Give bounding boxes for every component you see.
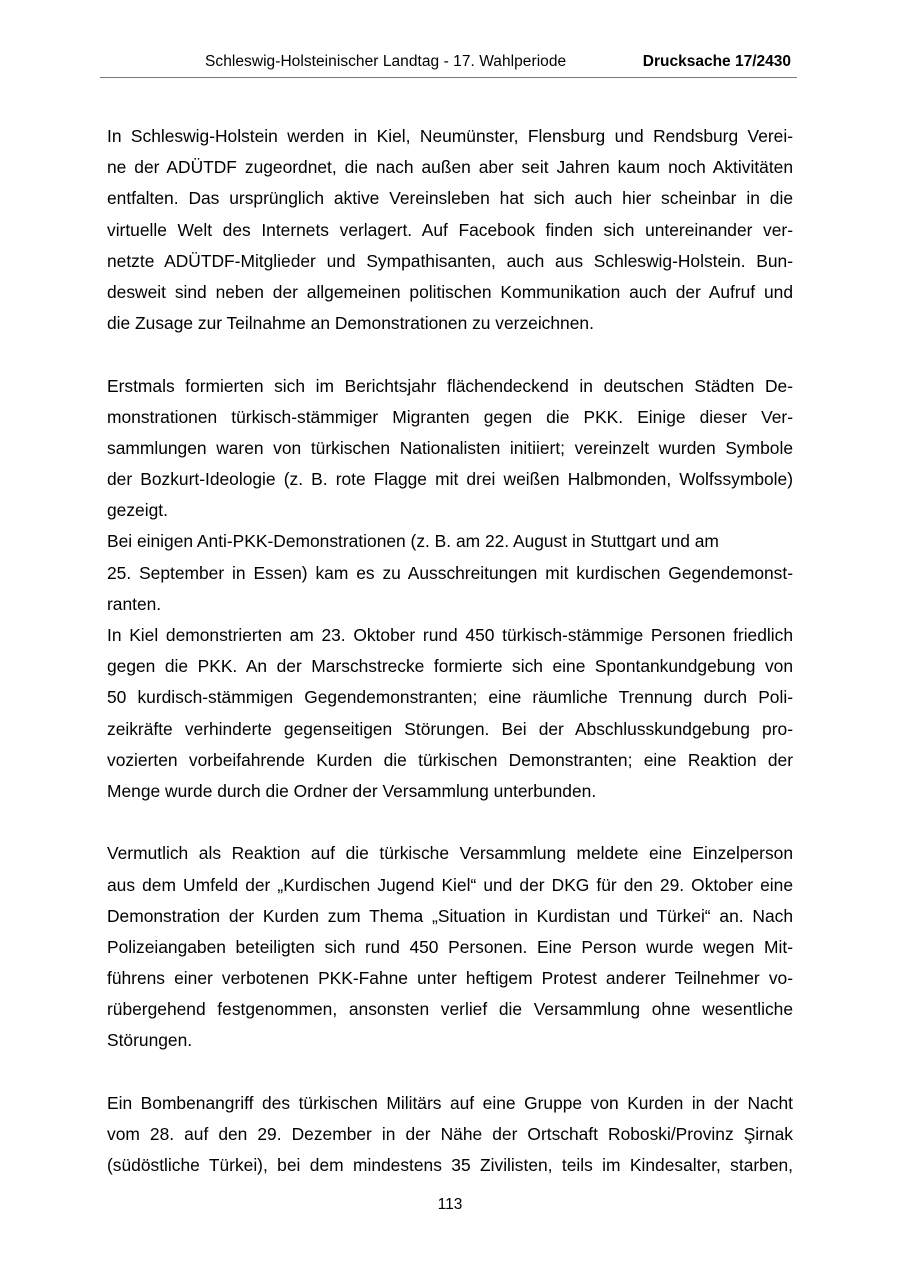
paragraph-gap bbox=[107, 807, 793, 838]
text-line: (südöstliche Türkei), bei dem mindestens 35 Zivilisten, teils im Kindesalter, starben, bbox=[107, 1155, 793, 1176]
document-number: Drucksache 17/2430 bbox=[642, 53, 791, 70]
text-line: gegen die PKK. An der Marschstrecke formierte sich eine Spontankundgebung von bbox=[107, 656, 793, 677]
text-line: Demonstration der Kurden zum Thema „Situation in Kurdistan und Türkei“ an. Nach bbox=[107, 905, 793, 926]
text-line: 25. September in Essen) kam es zu Ausschreitungen mit kurdischen Gegendemonst- bbox=[107, 562, 793, 583]
text-line: Bei einigen Anti-PKK-Demonstrationen (z. B. am 22. August in Stuttgart und am bbox=[107, 531, 719, 552]
text-line: gezeigt. bbox=[107, 500, 168, 521]
page-number: 113 bbox=[437, 1196, 463, 1213]
text-line: ne der ADÜTDF zugeordnet, die nach außen aber seit Jahren kaum noch Aktivitäten bbox=[107, 157, 793, 178]
text-line: In Schleswig-Holstein werden in Kiel, Neumünster, Flensburg und Rendsburg Verei- bbox=[107, 126, 793, 146]
text-line: sammlungen waren von türkischen Nationalisten initiiert; vereinzelt wurden Symbole bbox=[107, 437, 793, 458]
text-line: ranten. bbox=[107, 593, 162, 614]
text-line: monstrationen türkisch-stämmiger Migranten gegen die PKK. Einige dieser Ver- bbox=[107, 406, 793, 427]
paragraph-gap bbox=[107, 339, 793, 370]
page-header bbox=[100, 48, 797, 78]
text-line: vom 28. auf den 29. Dezember in der Nähe der Ortschaft Roboski/Provinz Şirnak bbox=[107, 1124, 793, 1144]
text-line: aus dem Umfeld der „Kurdischen Jugend Kiel“ und der DKG für den 29. Oktober eine bbox=[107, 874, 793, 895]
text-line: vozierten vorbeifahrende Kurden die türkischen Demonstranten; eine Reaktion der bbox=[107, 749, 793, 770]
document-body bbox=[107, 121, 793, 1181]
text-line: 50 kurdisch-stämmigen Gegendemonstranten; eine räumliche Trennung durch Poli- bbox=[107, 687, 793, 708]
header-title: Schleswig-Holsteinischer Landtag - 17. Wahlperiode bbox=[205, 53, 567, 70]
text-line: führens einer verbotenen PKK-Fahne unter heftigem Protest anderer Teilnehmer vo- bbox=[107, 968, 793, 989]
text-line: Erstmals formierten sich im Berichtsjahr flächendeckend in deutschen Städten De- bbox=[107, 375, 793, 396]
text-line: virtuelle Welt des Internets verlagert. Auf Facebook finden sich untereinander ver- bbox=[107, 219, 793, 240]
text-line: Polizeiangaben beteiligten sich rund 450 Personen. Eine Person wurde wegen Mit- bbox=[107, 936, 793, 957]
text-line: In Kiel demonstrierten am 23. Oktober rund 450 türkisch-stämmige Personen friedlich bbox=[107, 625, 793, 645]
text-line: netzte ADÜTDF-Mitglieder und Sympathisanten, auch aus Schleswig-Holstein. Bun- bbox=[107, 250, 793, 271]
text-line: Ein Bombenangriff des türkischen Militärs auf eine Gruppe von Kurden in der Nacht bbox=[107, 1092, 793, 1113]
text-line: zeikräfte verhinderte gegenseitigen Störungen. Bei der Abschlusskundgebung pro- bbox=[107, 718, 793, 739]
text-line: Vermutlich als Reaktion auf die türkische Versammlung meldete eine Einzelperson bbox=[107, 843, 793, 864]
text-line: der Bozkurt-Ideologie (z. B. rote Flagge mit drei weißen Halbmonden, Wolfssymbole) bbox=[107, 469, 793, 490]
text-line: die Zusage zur Teilnahme an Demonstrationen zu verzeichnen. bbox=[107, 313, 594, 334]
text-line: desweit sind neben der allgemeinen politischen Kommunikation auch der Aufruf und bbox=[107, 281, 793, 302]
text-line: Störungen. bbox=[107, 1030, 193, 1051]
text-line: Menge wurde durch die Ordner der Versammlung unterbunden. bbox=[107, 780, 597, 801]
text-line: rübergehend festgenommen, ansonsten verlief die Versammlung ohne wesentliche bbox=[107, 999, 793, 1020]
paragraph-gap bbox=[107, 1057, 793, 1088]
text-line: entfalten. Das ursprünglich aktive Vereinsleben hat sich auch hier scheinbar in die bbox=[107, 188, 793, 209]
